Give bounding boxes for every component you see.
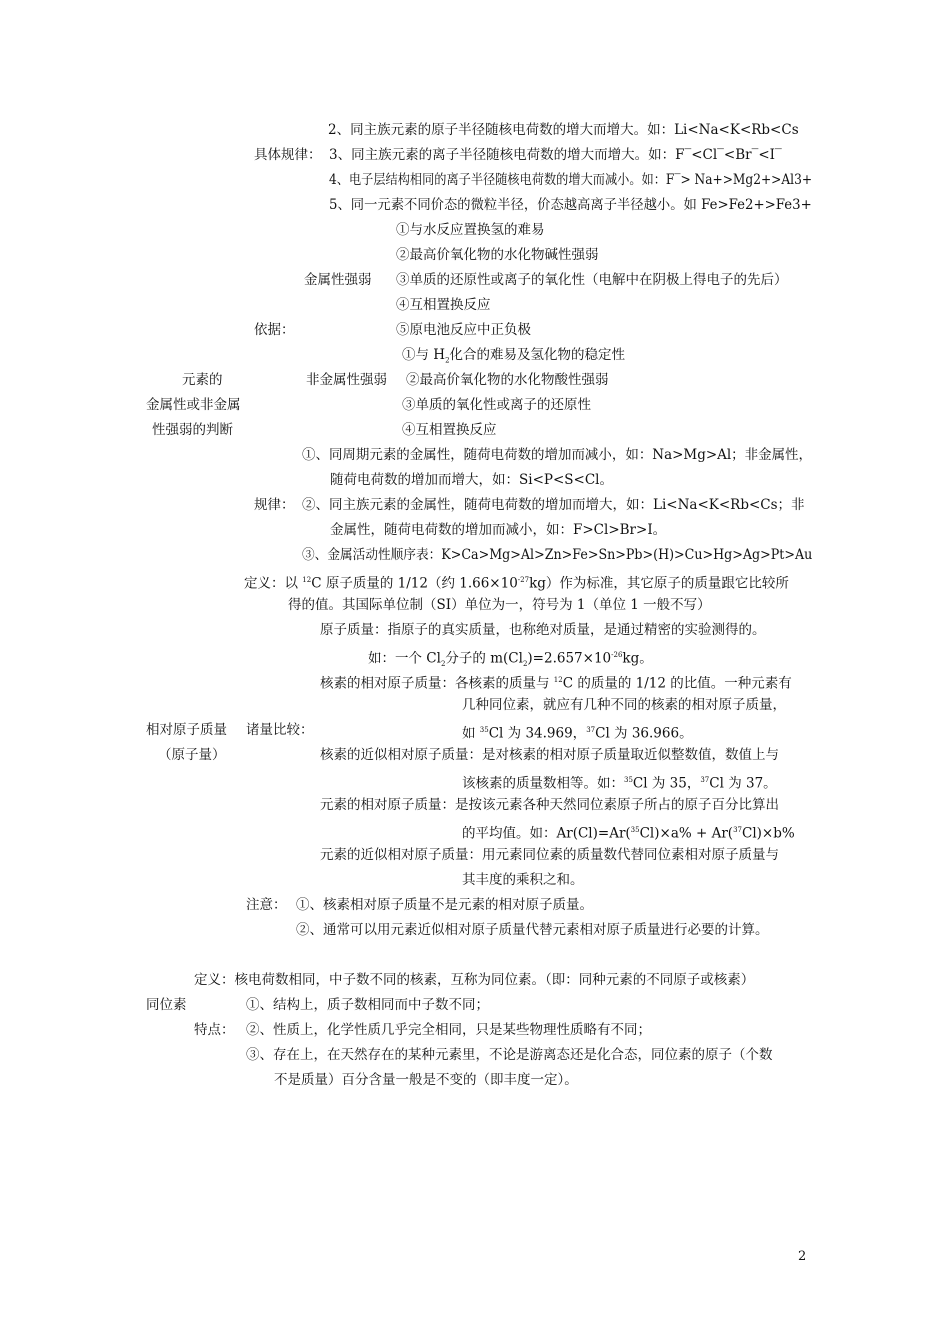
element-approx-mass-b: 其丰度的乘积之和。 <box>462 872 584 888</box>
nuclide-relative-mass-a: 核素的相对原子质量：各核素的质量与 $^{12}$C 的质量的 1/12 的比值。一种元素有 <box>320 675 792 692</box>
isotope-feature-3-line-b: 不是质量）百分含量一般是不变的（即丰度一定）。 <box>274 1072 578 1088</box>
metallicity-label: 金属性强弱 <box>304 272 372 288</box>
atom-mass-example: 如：一个 $Cl_2$分子的 $m(Cl_2)=2.657\times 10^{-26}kg$。 <box>368 650 653 669</box>
isotope-section-label: 同位素 <box>146 997 187 1013</box>
metal-criterion-5: ⑤原电池反应中正负极 <box>396 322 531 338</box>
rule-3-activity-series: ③、金属活动性顺序表：K>Ca>Mg>Al>Zn>Fe>Sn>Pb>(H)>Cu>Hg>Ag>Pt>Au <box>302 547 813 563</box>
nuclide-relative-mass-b: 几种同位素，就应有几种不同的核素的相对原子质量， <box>462 697 786 713</box>
note-2: ②、通常可以用元素近似相对原子质量代替元素相对原子质量进行必要的计算。 <box>296 922 769 938</box>
note-1: ①、核素相对原子质量不是元素的相对原子质量。 <box>296 897 593 913</box>
rule-2-line-b: 金属性，随荷电荷数的增加而减小，如：F>Cl>Br>I。 <box>330 522 667 538</box>
element-approx-mass-a: 元素的近似相对原子质量：用元素同位素的质量数代替同位素相对原子质量与 <box>320 847 779 863</box>
nonmetal-criterion-3: ③单质的氧化性或离子的还原性 <box>402 397 591 413</box>
metal-criterion-3: ③单质的还原性或离子的氧化性（电解中在阴极上得电子的先后） <box>396 272 788 288</box>
nuclide-approx-mass-b: 该核素的质量数相等。如：$^{35}$Cl 为 35，$^{37}$Cl 为 37。 <box>462 775 777 792</box>
isotope-feature-3-line-a: ③、存在上，在天然存在的某种元素里，不论是游离态还是化合态，同位素的原子（个数 <box>246 1047 773 1063</box>
note-label: 注意： <box>246 897 287 913</box>
isotope-feature-1: ①、结构上，质子数相同而中子数不同； <box>246 997 489 1013</box>
rule-2-line-a: ②、同主族元素的金属性，随荷电荷数的增加而增大，如：Li<Na<K<Rb<Cs；非 <box>302 497 805 513</box>
isotope-definition: 定义：核电荷数相同，中子数不同的核素，互称为同位素。（即：同种元素的不同原子或核素） <box>194 972 755 988</box>
specific-rules-label: 具体规律： <box>254 147 322 163</box>
rule-1-line-a: ①、同周期元素的金属性，随荷电荷数的增加而减小，如：Na>Mg>Al；非金属性， <box>302 447 812 463</box>
rules-label: 规律： <box>254 497 295 513</box>
section-label-line-3: 性强弱的判断 <box>152 422 233 438</box>
section-label-line-1: 元素的 <box>182 372 223 388</box>
relative-atomic-mass-definition-a: 定义：以 $^{12}$C 原子质量的 1/12（约 $1.66\times 10^{-27}kg$）作为标准，其它原子的质量跟它比较所 <box>244 575 789 592</box>
relative-atomic-mass-definition-b: 得的值。其国际单位制（SI）单位为一，符号为 1（单位 1 一般不写） <box>288 597 711 613</box>
atomic-weight-section-label: （原子量） <box>158 747 226 763</box>
features-label: 特点： <box>194 1022 235 1038</box>
element-relative-mass-a: 元素的相对原子质量：是按该元素各种天然同位素原子所占的原子百分比算出 <box>320 797 779 813</box>
section-label-line-2: 金属性或非金属 <box>146 397 241 413</box>
rule-1-line-b: 随荷电荷数的增加而增大，如：Si<P<S<Cl。 <box>330 472 613 488</box>
nonmetal-criterion-2: ②最高价氧化物的水化物酸性强弱 <box>406 372 609 388</box>
page-number: 2 <box>798 1249 807 1264</box>
basis-label: 依据： <box>254 322 295 338</box>
relative-atomic-mass-section-label: 相对原子质量 <box>146 722 227 738</box>
nonmetal-criterion-4: ④互相置换反应 <box>402 422 497 438</box>
radius-rule-2: 2、同主族元素的原子半径随核电荷数的增大而增大。如：Li<Na<K<Rb<Cs <box>328 122 799 138</box>
radius-rule-5: 5、同一元素不同价态的微粒半径，价态越高离子半径越小。如 Fe>Fe2+>Fe3+ <box>329 197 812 213</box>
radius-rule-4: 4、电子层结构相同的离子半径随核电荷数的增大而减小。如：F‾> Na+>Mg2+>Al3+ <box>329 172 813 188</box>
nonmetal-criterion-1: ①与 $H_2$化合的难易及氢化物的稳定性 <box>402 347 626 365</box>
metal-criterion-1: ①与水反应置换氢的难易 <box>396 222 545 238</box>
metal-criterion-2: ②最高价氧化物的水化物碱性强弱 <box>396 247 599 263</box>
nuclide-relative-mass-c: 如 $^{35}$Cl 为 34.969，$^{37}$Cl 为 36.966。 <box>462 725 693 742</box>
comparison-label: 诸量比较： <box>246 722 314 738</box>
atom-mass-definition: 原子质量：指原子的真实质量，也称绝对质量，是通过精密的实验测得的。 <box>320 622 766 638</box>
nuclide-approx-mass-a: 核素的近似相对原子质量：是对核素的相对原子质量取近似整数值，数值上与 <box>320 747 779 763</box>
radius-rule-3: 3、同主族元素的离子半径随核电荷数的增大而增大。如：F‾<Cl‾<Br‾<I‾ <box>329 147 782 163</box>
isotope-feature-2: ②、性质上，化学性质几乎完全相同，只是某些物理性质略有不同； <box>246 1022 651 1038</box>
metal-criterion-4: ④互相置换反应 <box>396 297 491 313</box>
element-relative-mass-b: 的平均值。如：Ar(Cl)=Ar($^{35}$Cl)×a% + Ar($^{37}$Cl)×b% <box>462 825 795 842</box>
nonmetallicity-label: 非金属性强弱 <box>306 372 387 388</box>
